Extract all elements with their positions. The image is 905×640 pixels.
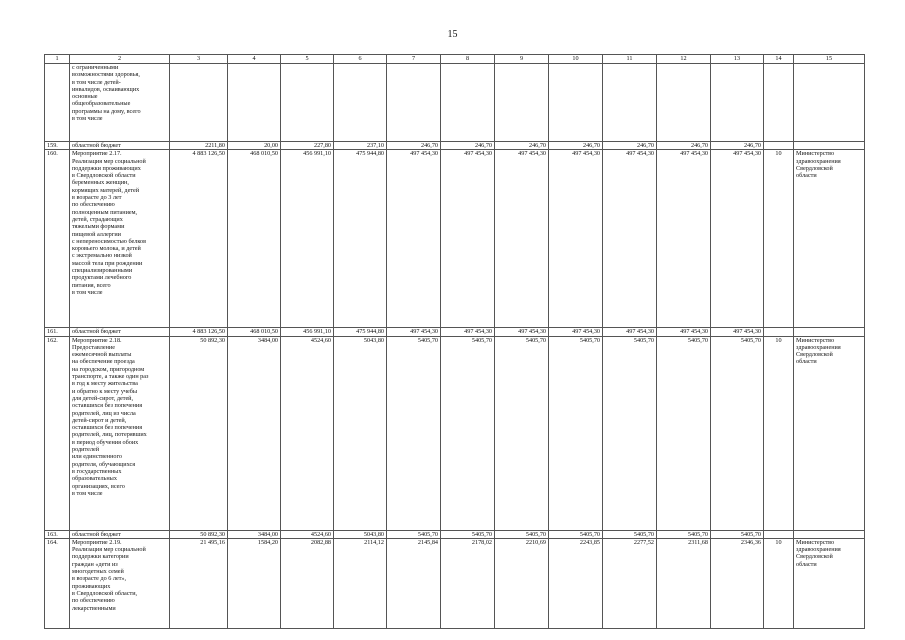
- amount-cell: 2082,88: [281, 538, 334, 628]
- amount-cell: 456 991,10: [281, 328, 334, 336]
- amount-cell: 3484,00: [228, 336, 281, 530]
- column-header: 12: [657, 55, 711, 64]
- target-indicator-cell: 10: [764, 538, 794, 628]
- amount-cell: 497 454,30: [441, 150, 495, 328]
- executor-cell: Министерство здравоохранения Свердловской области: [794, 336, 865, 530]
- amount-cell: 5405,70: [711, 336, 764, 530]
- amount-cell: 497 454,30: [657, 328, 711, 336]
- row-number-cell: 163.: [45, 530, 70, 538]
- row-number-cell: 164.: [45, 538, 70, 628]
- table-row: [45, 538, 865, 628]
- amount-cell: 497 454,30: [711, 328, 764, 336]
- description-cell: Мероприятие 2.19. Реализация мер социальной поддержки категории граждан «дети из многодетных семей в возрасте до 6 лет», проживающих в Свердловской области, по обеспечению лекарственными: [70, 538, 170, 628]
- amount-cell: 246,70: [441, 142, 495, 150]
- amount-cell: 4 883 126,50: [170, 328, 228, 336]
- target-indicator-cell: 10: [764, 150, 794, 328]
- amount-cell: 4 883 126,50: [170, 150, 228, 328]
- column-header: 6: [334, 55, 387, 64]
- amount-cell: 1584,20: [228, 538, 281, 628]
- amount-cell: 2178,02: [441, 538, 495, 628]
- budget-table: [44, 54, 865, 629]
- amount-cell: 5405,70: [495, 336, 549, 530]
- column-header: 11: [603, 55, 657, 64]
- table-body: [45, 64, 865, 629]
- amount-cell: 246,70: [603, 142, 657, 150]
- amount-cell: 246,70: [711, 142, 764, 150]
- amount-cell: 5405,70: [657, 336, 711, 530]
- column-header: 4: [228, 55, 281, 64]
- amount-cell: 475 944,80: [334, 150, 387, 328]
- amount-cell: [170, 64, 228, 142]
- amount-cell: 2145,84: [387, 538, 441, 628]
- amount-cell: 456 991,10: [281, 150, 334, 328]
- amount-cell: 50 892,30: [170, 336, 228, 530]
- amount-cell: 497 454,30: [495, 328, 549, 336]
- amount-cell: [603, 64, 657, 142]
- amount-cell: 2243,85: [549, 538, 603, 628]
- amount-cell: 497 454,30: [711, 150, 764, 328]
- amount-cell: 4524,60: [281, 530, 334, 538]
- executor-cell: [794, 328, 865, 336]
- amount-cell: 468 010,50: [228, 150, 281, 328]
- amount-cell: 2211,80: [170, 142, 228, 150]
- target-indicator-cell: [764, 530, 794, 538]
- amount-cell: 246,70: [387, 142, 441, 150]
- amount-cell: [334, 64, 387, 142]
- column-header: 9: [495, 55, 549, 64]
- amount-cell: 497 454,30: [549, 150, 603, 328]
- table-row: [45, 336, 865, 530]
- amount-cell: 246,70: [495, 142, 549, 150]
- amount-cell: 5405,70: [603, 530, 657, 538]
- description-cell: областной бюджет: [70, 328, 170, 336]
- amount-cell: 5405,70: [495, 530, 549, 538]
- target-indicator-cell: [764, 142, 794, 150]
- amount-cell: 497 454,30: [657, 150, 711, 328]
- table-row: [45, 530, 865, 538]
- row-number-cell: 161.: [45, 328, 70, 336]
- amount-cell: 5405,70: [387, 530, 441, 538]
- amount-cell: 5405,70: [387, 336, 441, 530]
- amount-cell: 497 454,30: [549, 328, 603, 336]
- amount-cell: 2277,52: [603, 538, 657, 628]
- amount-cell: 20,00: [228, 142, 281, 150]
- amount-cell: 5405,70: [441, 530, 495, 538]
- amount-cell: [549, 64, 603, 142]
- description-cell: с ограниченными возможностями здоровья, в том числе детей- инвалидов, осваивающих основные общеобразовательные программы на дому, всего в том числе: [70, 64, 170, 142]
- column-header: 14: [764, 55, 794, 64]
- amount-cell: 246,70: [657, 142, 711, 150]
- amount-cell: 497 454,30: [387, 150, 441, 328]
- amount-cell: 2346,36: [711, 538, 764, 628]
- page-number: 15: [447, 29, 458, 40]
- column-header: 10: [549, 55, 603, 64]
- amount-cell: 50 892,30: [170, 530, 228, 538]
- row-number-cell: 160.: [45, 150, 70, 328]
- amount-cell: [281, 64, 334, 142]
- amount-cell: [228, 64, 281, 142]
- amount-cell: 246,70: [549, 142, 603, 150]
- column-header: 1: [45, 55, 70, 64]
- amount-cell: 468 010,50: [228, 328, 281, 336]
- table-row: [45, 328, 865, 336]
- executor-cell: Министерство здравоохранения Свердловской области: [794, 538, 865, 628]
- amount-cell: 4524,60: [281, 336, 334, 530]
- amount-cell: 497 454,30: [603, 150, 657, 328]
- amount-cell: 497 454,30: [495, 150, 549, 328]
- amount-cell: 497 454,30: [441, 328, 495, 336]
- amount-cell: 497 454,30: [387, 328, 441, 336]
- column-header: 8: [441, 55, 495, 64]
- amount-cell: [495, 64, 549, 142]
- target-indicator-cell: [764, 328, 794, 336]
- amount-cell: 3484,00: [228, 530, 281, 538]
- executor-cell: [794, 142, 865, 150]
- target-indicator-cell: [764, 64, 794, 142]
- row-number-cell: 159.: [45, 142, 70, 150]
- table-row: [45, 64, 865, 142]
- amount-cell: [387, 64, 441, 142]
- amount-cell: 5043,80: [334, 336, 387, 530]
- column-header: 2: [70, 55, 170, 64]
- amount-cell: [441, 64, 495, 142]
- row-number-cell: 162.: [45, 336, 70, 530]
- amount-cell: 5405,70: [603, 336, 657, 530]
- description-cell: областной бюджет: [70, 530, 170, 538]
- amount-cell: 5405,70: [711, 530, 764, 538]
- amount-cell: [711, 64, 764, 142]
- description-cell: Мероприятие 2.18. Предоставление ежемесячной выплаты на обеспечение проезда на городском, пригородном транспорте, а также один раз в год к месту жительства и обратно к месту учебы для детей-сирот, детей, оставшихся без попечения родителей, лиц из числа детей-сирот и детей, оставшихся без попечения родителей, лиц, потерявших в период обучения обоих родителей или единственного родителя, обучающихся в государственных образовательных организациях, всего в том числе: [70, 336, 170, 530]
- row-number-cell: [45, 64, 70, 142]
- column-header: 5: [281, 55, 334, 64]
- target-indicator-cell: 10: [764, 336, 794, 530]
- amount-cell: 5405,70: [549, 336, 603, 530]
- column-header: 3: [170, 55, 228, 64]
- amount-cell: 475 944,80: [334, 328, 387, 336]
- amount-cell: 21 495,16: [170, 538, 228, 628]
- amount-cell: [657, 64, 711, 142]
- column-number-row: [45, 55, 865, 64]
- amount-cell: 2210,69: [495, 538, 549, 628]
- amount-cell: 237,10: [334, 142, 387, 150]
- amount-cell: 2311,68: [657, 538, 711, 628]
- amount-cell: 2114,12: [334, 538, 387, 628]
- executor-cell: [794, 530, 865, 538]
- amount-cell: 5043,80: [334, 530, 387, 538]
- column-header: 7: [387, 55, 441, 64]
- amount-cell: 497 454,30: [603, 328, 657, 336]
- table-row: [45, 142, 865, 150]
- column-header: 13: [711, 55, 764, 64]
- table-row: [45, 150, 865, 328]
- description-cell: Мероприятие 2.17. Реализация мер социальной поддержки проживающих в Свердловской области беременных женщин, кормящих матерей, детей в возрасте до 3 лет по обеспечению полноценным питанием, детей, страдающих тяжелыми формами пищевой аллергии с непереносимостью белков коровьего молока, и детей с экстремально низкой массой тела при рождении специализированными продуктами лечебного питания, всего в том числе: [70, 150, 170, 328]
- description-cell: областной бюджет: [70, 142, 170, 150]
- amount-cell: 5405,70: [549, 530, 603, 538]
- executor-cell: Министерство здравоохранения Свердловской области: [794, 150, 865, 328]
- amount-cell: 227,80: [281, 142, 334, 150]
- amount-cell: 5405,70: [441, 336, 495, 530]
- executor-cell: [794, 64, 865, 142]
- amount-cell: 5405,70: [657, 530, 711, 538]
- column-header: 15: [794, 55, 865, 64]
